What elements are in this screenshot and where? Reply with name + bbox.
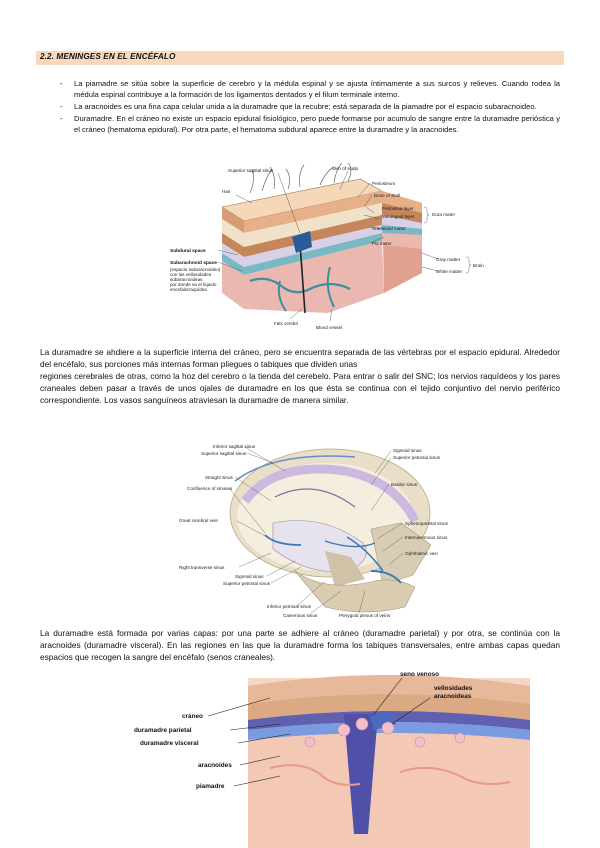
skull-illustration xyxy=(230,449,431,612)
label-dura-mater: Dura mater xyxy=(432,212,455,217)
label-right-transverse-sinus: Right transverse sinus xyxy=(179,565,225,570)
label-craneo: cráneo xyxy=(182,713,203,720)
label-cavernous-sinus: Cavernous sinus xyxy=(283,613,318,618)
meninges-layers xyxy=(222,179,422,313)
label-sphenoparietal-sinus: Sphenoparietal sinus xyxy=(405,521,448,526)
venous-sinus-diagram xyxy=(130,668,530,848)
label-bone-of-skull: Bone of skull xyxy=(374,193,401,198)
label-confluence-of-sinuses: Confluence of sinuses xyxy=(187,486,233,491)
label-sub-note-1: (espacio subaracnoideo) xyxy=(170,267,221,272)
meninges-diagram xyxy=(160,163,490,335)
label-piamadre: piamadre xyxy=(196,783,225,790)
label-vellosidades: vellosidades xyxy=(434,685,473,692)
label-superior-petrosal-sinus-left: Superior petrosal sinus xyxy=(223,581,270,586)
paragraph-duramadre-1 xyxy=(40,346,560,406)
label-superior-sagittal-sinus-2: Superior sagittal sinus xyxy=(201,451,247,456)
label-sub-note-2: con las vellosidades xyxy=(170,272,212,277)
label-falx-cerebri: Falx cerebri xyxy=(274,321,298,326)
dura-mater-brace xyxy=(424,207,429,223)
bullet-item-piamadre: - La piamadre se sitúa sobre la superficie de cerebro y la médula espinal y se ajusta íntimamente a sus surcos y relieves. Cuando rodea la médula espinal contribuye a la formación de los ligamentos dentados y el filum terminale interno. xyxy=(60,79,560,99)
paragraph-line-1: La duramadre se ahdiere a la superficie interna del cráneo, pero se encuentra separada de las vértebras por el espacio epidural. Alrededor del encéfalo, sus porciones más internas forman pliegues o tabiques que dividen unas xyxy=(40,347,560,369)
label-arachnoid-mater: Arachnoid mater xyxy=(372,226,406,231)
paragraph-duramadre-2: La duramadre está formada por varias capas: por una parte se adhiere al cráneo (duramadre parietal) y por otra, se continúa con la aracnoides (duramadre visceral). En las regiones en las que la duramadre forma los tabiques transversales, entre ambas capas quedan espacios que recogen la sangre del encéfalo (senos craneales). xyxy=(40,628,560,662)
label-straight-sinus: Straight sinus xyxy=(205,475,233,480)
dural-sinuses-diagram xyxy=(175,441,465,621)
bullet-item-aracnoides: - La aracnoides es una fina capa celular unida a la duramadre que la recubre; está separada de la piamadre por el espacio subaracnoideo. xyxy=(60,102,537,111)
label-blood-vessel: Blood vessel xyxy=(316,325,343,330)
section-title: 2.2. MENINGES EN EL ENCÉFALO xyxy=(40,52,176,61)
label-superior-petrosal-sinus-right: Superior petrosal sinus xyxy=(393,455,440,460)
label-skin-of-scalp: Skin of scalp xyxy=(332,166,359,171)
label-inferior-petrosal-sinus: Inferior petrosal sinus xyxy=(267,604,311,609)
label-great-cerebral-vein: Great cerebral vein xyxy=(179,518,219,523)
label-aracnoideas: aracnoideas xyxy=(434,693,472,700)
label-sigmoid-sinus: Sigmoid sinus xyxy=(235,574,264,579)
label-duramadre-parietal: duramadre parietal xyxy=(134,727,192,734)
bullet-text: La piamadre se sitúa sobre la superficie de cerebro y la médula espinal y se ajusta íntimamente a sus surcos y relieves. Cuando rodea la médula espinal contribuye a la formación de los ligamentos dentados y el filum terminale interno. xyxy=(74,79,560,99)
label-brain: Brain xyxy=(473,263,484,268)
label-white-matter: White matter xyxy=(436,269,463,274)
label-periosteum: Periosteum xyxy=(372,181,396,186)
label-hair: Hair xyxy=(222,189,231,194)
bullet-text: La aracnoides es una fina capa celular unida a la duramadre que la recubre; está separada de la piamadre por el espacio subaracnoideo. xyxy=(74,102,537,111)
label-periosteal-layer: Periosteal layer xyxy=(382,206,414,211)
label-sub-note-5: encefalorraquídeo xyxy=(170,287,208,292)
label-superior-sagittal-sinus: Superior sagittal sinus xyxy=(228,168,274,173)
label-ophthalmic-vein: Ophthalmic vein xyxy=(405,551,438,556)
label-seno-venoso: seno venoso xyxy=(400,671,440,678)
sinus-illustration xyxy=(248,675,530,848)
label-sub-note-4: por donde va el líquido xyxy=(170,282,217,287)
label-meningeal-layer: Meningeal layer xyxy=(382,214,415,219)
label-subarachnoid-space: Subarachnoid space xyxy=(170,261,217,266)
bullet-item-duramadre: - Duramadre. En el cráneo no existe un espacio epidural fisiológico, pero puede formarse por acumulo de sangre entre la duramadre perióstica y el cráneo (hematoma epidural). Por otra parte, el hematoma subdural aparece entre la duramadre y la aracnoides. xyxy=(60,114,560,134)
label-intercavernous-sinus: Intercavernous sinus xyxy=(405,535,448,540)
label-pterygoid-plexus: Pterygoid plexus of veins xyxy=(339,613,391,618)
bullet-text: Duramadre. En el cráneo no existe un espacio epidural fisiológico, pero puede formarse por acumulo de sangre entre la duramadre perióstica y el cráneo (hematoma epidural). Por otra parte, el hematoma subdural aparece entre la duramadre y la aracnoides. xyxy=(74,114,560,134)
bullet-list xyxy=(60,78,560,136)
label-inferior-sagittal-sinus: Inferior sagittal sinus xyxy=(213,444,256,449)
label-pia-mater: Pia mater xyxy=(372,241,392,246)
label-sub-note-3: subaracnoideas xyxy=(170,277,203,282)
label-gray-matter: Gray matter xyxy=(436,257,461,262)
label-basilar-sinus: Basilar sinus xyxy=(391,482,418,487)
label-subdural-space: Subdural space xyxy=(170,249,206,254)
paragraph-line-2: regiones cerebrales de otras, como la hoz del cerebro o la tienda del cerebelo. Para entrar o salir del SNC; los nervios raquídeos y los pares craneales deben pasar a través de unos ojales de duramadre en los que ésta se continua con el tejido conjuntivo del nervio periférico correspondiente. Los vasos sanguíneos atraviesan la duramadre de manera similar. xyxy=(40,371,560,405)
label-sigmoid-sinus-right: Sigmoid sinus xyxy=(393,448,422,453)
label-aracnoides: aracnoides xyxy=(198,762,232,769)
brain-brace xyxy=(466,257,471,273)
label-duramadre-visceral: duramadre visceral xyxy=(140,740,199,747)
